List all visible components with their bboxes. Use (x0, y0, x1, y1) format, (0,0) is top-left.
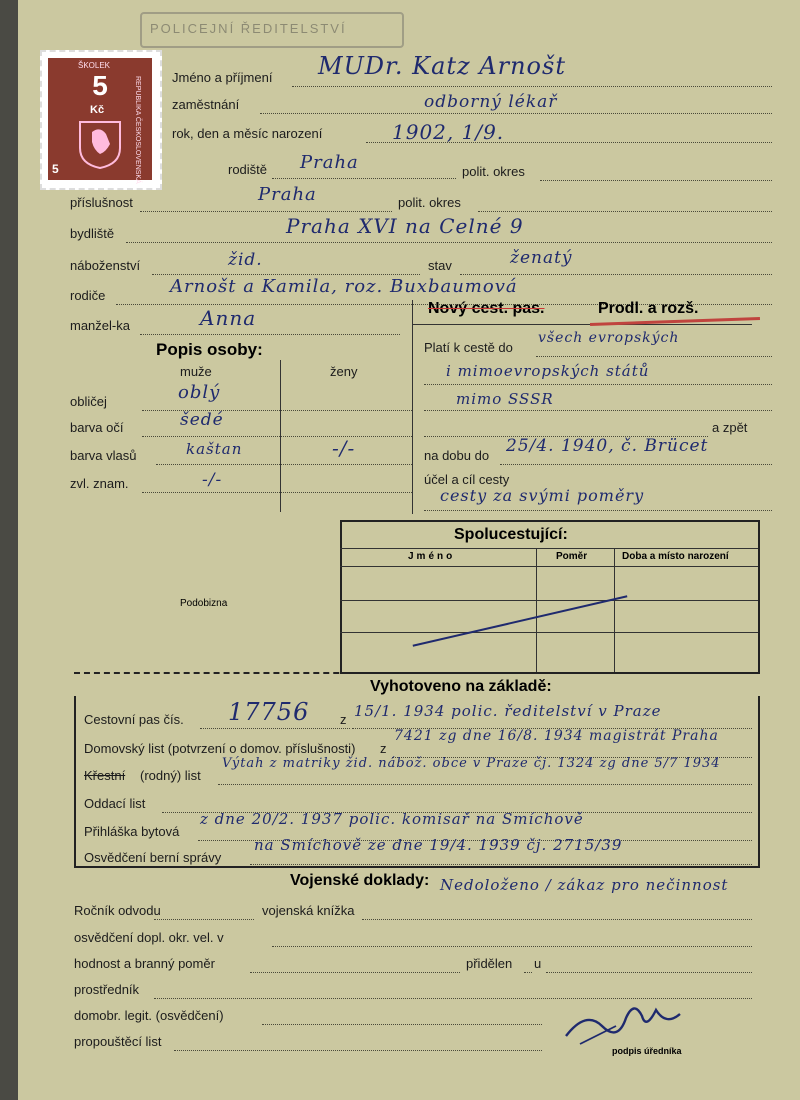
companions-title: Spolucestující: (454, 526, 568, 543)
purpose-label: účel a cíl cesty (424, 472, 510, 487)
lion-emblem-icon (76, 118, 124, 170)
discharge-label: propouštěcí list (74, 1034, 162, 1049)
district-cert-label: osvědčení dopl. okr. vel. v (74, 930, 224, 945)
occupation-value: odborný lékař (424, 92, 558, 112)
birth-label: rok, den a měsíc narození (172, 126, 323, 141)
mediator-label: prostředník (74, 982, 140, 997)
companions-name-header: Jméno (408, 551, 456, 562)
purpose-value: cesty za svými poměry (440, 486, 645, 505)
parents-value: Arnošt a Kamila, roz. Buxbaumová (170, 276, 518, 297)
baptism-struck-label: Křestní (84, 768, 126, 783)
marriage-list-label: Oddací list (84, 796, 146, 811)
stamp-value: 5 (86, 70, 114, 102)
stamp-top-text: ŠKOLEK (78, 61, 111, 70)
male-column-label: muže (180, 364, 212, 379)
stamp-side-text: REPUBLIKA ČESKOSLOVENSKÁ (134, 76, 141, 184)
top-faded-stamp (140, 12, 404, 48)
military-note: Nedoloženo / zákaz pro nečinnost (440, 876, 729, 894)
birth-polit-okres-label: polit. okres (462, 164, 525, 179)
marks-value: -/- (202, 470, 223, 490)
return-label: a zpět (712, 420, 748, 435)
official-signature (556, 996, 706, 1050)
status-value: ženatý (510, 248, 573, 268)
registration-value: z dne 20/2. 1937 polic. komisař na Smíchově (200, 810, 584, 828)
registration-label: Přihláška bytová (84, 824, 180, 839)
valid-for-value-2: i mimoevropských států (446, 362, 650, 380)
occupation-label: zaměstnání (172, 97, 240, 112)
tax-office-value: na Smíchově ze dne 19/4. 1939 čj. 2715/39 (254, 836, 623, 854)
draft-year-label: Ročník odvodu (74, 903, 161, 918)
assigned-u-label: u (534, 956, 542, 971)
passport-from-z: z (340, 712, 347, 727)
until-label: na dobu do (424, 448, 490, 463)
home-list-label: Domovský list (potvrzení o domov. příslušnosti) (84, 741, 356, 756)
stamp-corner: 5 (52, 162, 59, 176)
home-list-z: z (380, 741, 387, 756)
status-label: stav (428, 258, 452, 273)
companions-relation-header: Poměr (556, 551, 588, 562)
hair-value: kaštan (186, 440, 243, 458)
rank-label: hodnost a branný poměr (74, 956, 215, 971)
face-value: oblý (178, 382, 221, 403)
passport-number-label: Cestovní pas čís. (84, 712, 184, 727)
birth-list-label: (rodný) list (140, 768, 201, 783)
name-value: MUDr. Katz Arnošt (318, 52, 566, 80)
hair-label: barva vlasů (70, 448, 137, 463)
companions-birth-header: Doba a místo narození (622, 551, 729, 562)
basis-title: Vyhotoveno na základě: (370, 678, 552, 695)
revenue-stamp (40, 50, 162, 190)
valid-for-value-1: všech evropských (538, 330, 680, 346)
residence-label: bydliště (70, 226, 115, 241)
marks-label: zvl. znam. (70, 476, 129, 491)
valid-for-value-3: mimo SSSR (456, 390, 554, 408)
new-passport-label: Nový cest. pas. (428, 300, 545, 317)
spouse-value: Anna (200, 306, 257, 330)
female-mark: -/- (332, 436, 356, 460)
military-book-label: vojenská knížka (262, 903, 355, 918)
passport-number-value: 17756 (228, 698, 310, 726)
photo-label: Podobizna (180, 598, 228, 609)
citizenship-value: Praha (258, 184, 317, 205)
birthplace-value: Praha (300, 152, 359, 173)
eyes-label: barva očí (70, 420, 124, 435)
home-list-value: 7421 zg dne 16/8. 1934 magistrát Praha (394, 728, 719, 744)
citizenship-polit-okres-label: polit. okres (398, 195, 461, 210)
spouse-label: manžel-ka (70, 318, 130, 333)
description-title: Popis osoby: (156, 340, 263, 359)
eyes-value: šedé (180, 410, 224, 430)
signature-label: podpis úředníka (612, 1046, 682, 1056)
residence-value: Praha XVI na Celné 9 (286, 214, 524, 238)
religion-value: žid. (228, 250, 263, 270)
tax-office-label: Osvědčení berní správy (84, 850, 222, 865)
birthplace-label: rodiště (228, 162, 268, 177)
military-title: Vojenské doklady: (290, 872, 430, 889)
legion-label: domobr. legit. (osvědčení) (74, 1008, 224, 1023)
birth-value: 1902, 1/9. (392, 120, 505, 144)
assigned-label: přidělen (466, 956, 513, 971)
valid-for-label: Platí k cestě do (424, 340, 513, 355)
stamp-unit: Kč (90, 104, 105, 116)
birth-list-value: Výtah z matriky žid. nábož. obce v Praze čj. 1324 zg dne 5/7 1934 (222, 756, 721, 771)
passport-from-value: 15/1. 1934 polic. ředitelství v Praze (354, 702, 662, 720)
citizenship-label: příslušnost (70, 195, 133, 210)
female-column-label: ženy (330, 364, 358, 379)
extension-label: Prodl. a rozš. (598, 300, 699, 317)
parents-label: rodiče (70, 288, 106, 303)
name-label: Jméno a příjmení (172, 70, 273, 85)
face-label: obličej (70, 394, 107, 409)
top-stamp-text: POLICEJNÍ ŘEDITELSTVÍ (150, 21, 347, 36)
religion-label: náboženství (70, 258, 141, 273)
until-value: 25/4. 1940, č. Brücet (506, 436, 709, 456)
